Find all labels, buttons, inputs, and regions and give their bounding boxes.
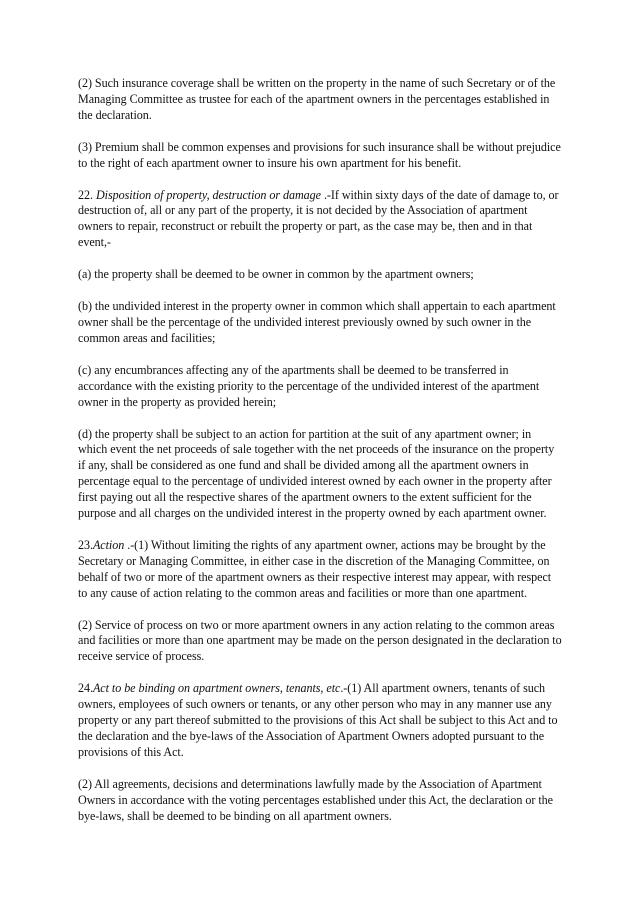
- section-23: [78, 538, 562, 602]
- paragraph-text: (b) the undivided interest in the property owner in common which shall appertain to each apartment owner shall be the percentage of the undivided interest previously owned by such owner in the common areas and facilities;: [78, 299, 556, 345]
- clause-22-b: [78, 299, 562, 347]
- paragraph-text: (3) Premium shall be common expenses and provisions for such insurance shall be without prejudice to the right of each apartment owner to insure his own apartment for his benefit.: [78, 139, 561, 170]
- section-number: 24.: [78, 681, 93, 696]
- paragraph-text: (2) Such insurance coverage shall be written on the property in the name of such Secretary or of the Managing Committee as trustee for each of the apartment owners in the percentages established in the declaration.: [78, 76, 556, 122]
- clause-22-a: [78, 267, 562, 283]
- section-number: 23.: [78, 537, 93, 552]
- paragraph-text: (2) Service of process on two or more apartment owners in any action relating to the common areas and facilities or more than one apartment may be made on the person designated in the declaration to receive service of process.: [78, 617, 562, 664]
- clause-24-2: [78, 777, 562, 825]
- section-heading: Act to be binding on apartment owners, tenants, etc: [92, 681, 341, 696]
- paragraph-text: (d) the property shall be subject to an action for partition at the suit of any apartment owner; in which event the net proceeds of sale together with the net proceeds of the insurance on the property if any, shall be considered as one fund and shall be divided among all the apartment owners in percentage equal to the percentage of undivided interest owned by each owner in the property after first paying out all the respective shares of the apartment owners to the extent sufficient for the purpose and all charges on the undivided interest in the property owned by each apartment owner.: [78, 426, 555, 521]
- section-text: .-If within sixty days of the date of damage to, or destruction of, all or any part of the property, it is not decided by the Association of apartment owners to repair, reconstruct or rebuilt the property or part, as the case may be, then and in that event,-: [78, 187, 559, 250]
- section-heading: Disposition of property, destruction or damage: [95, 187, 321, 202]
- section-22: [78, 188, 562, 252]
- paragraph-insurance-3: [78, 140, 562, 172]
- paragraph-text: (a) the property shall be deemed to be owner in common by the apartment owners;: [78, 267, 474, 282]
- section-24: [78, 681, 562, 761]
- clause-22-d: [78, 427, 562, 522]
- paragraph-text: (c) any encumbrances affecting any of the apartments shall be deemed to be transferred in accordance with the existing priority to the percentage of the undivided interest of the apartment owner in the property as provided herein;: [78, 362, 540, 409]
- section-number: 22.: [78, 187, 96, 202]
- clause-22-c: [78, 363, 562, 411]
- clause-23-2: [78, 618, 562, 666]
- paragraph-text: (2) All agreements, decisions and determinations lawfully made by the Association of Apartment Owners in accordance with the voting percentages established under this Act, the declaration or the bye-laws, shall be deemed to be binding on all apartment owners.: [78, 776, 553, 823]
- section-text: .-(1) Without limiting the rights of any apartment owner, actions may be brought by the Secretary or Managing Committee, in either case in the discretion of the Managing Committee, on behalf of two or more of the apartment owners as their respective interest may appear, with respect to any cause of action relating to the common areas and facilities or more than one apartment.: [78, 537, 552, 600]
- document-page: [78, 76, 562, 841]
- section-heading: Action: [92, 537, 125, 552]
- section-text: .-(1) All apartment owners, tenants of such owners, employees of such owners or tenants, or any other person who may in any manner use any property or any part thereof submitted to the provisions of this Act shall be subject to this Act and to the declaration and the bye-laws of the Association of Apartment Owners adopted pursuant to the provisions of this Act.: [78, 681, 558, 759]
- paragraph-insurance-2: [78, 76, 562, 124]
